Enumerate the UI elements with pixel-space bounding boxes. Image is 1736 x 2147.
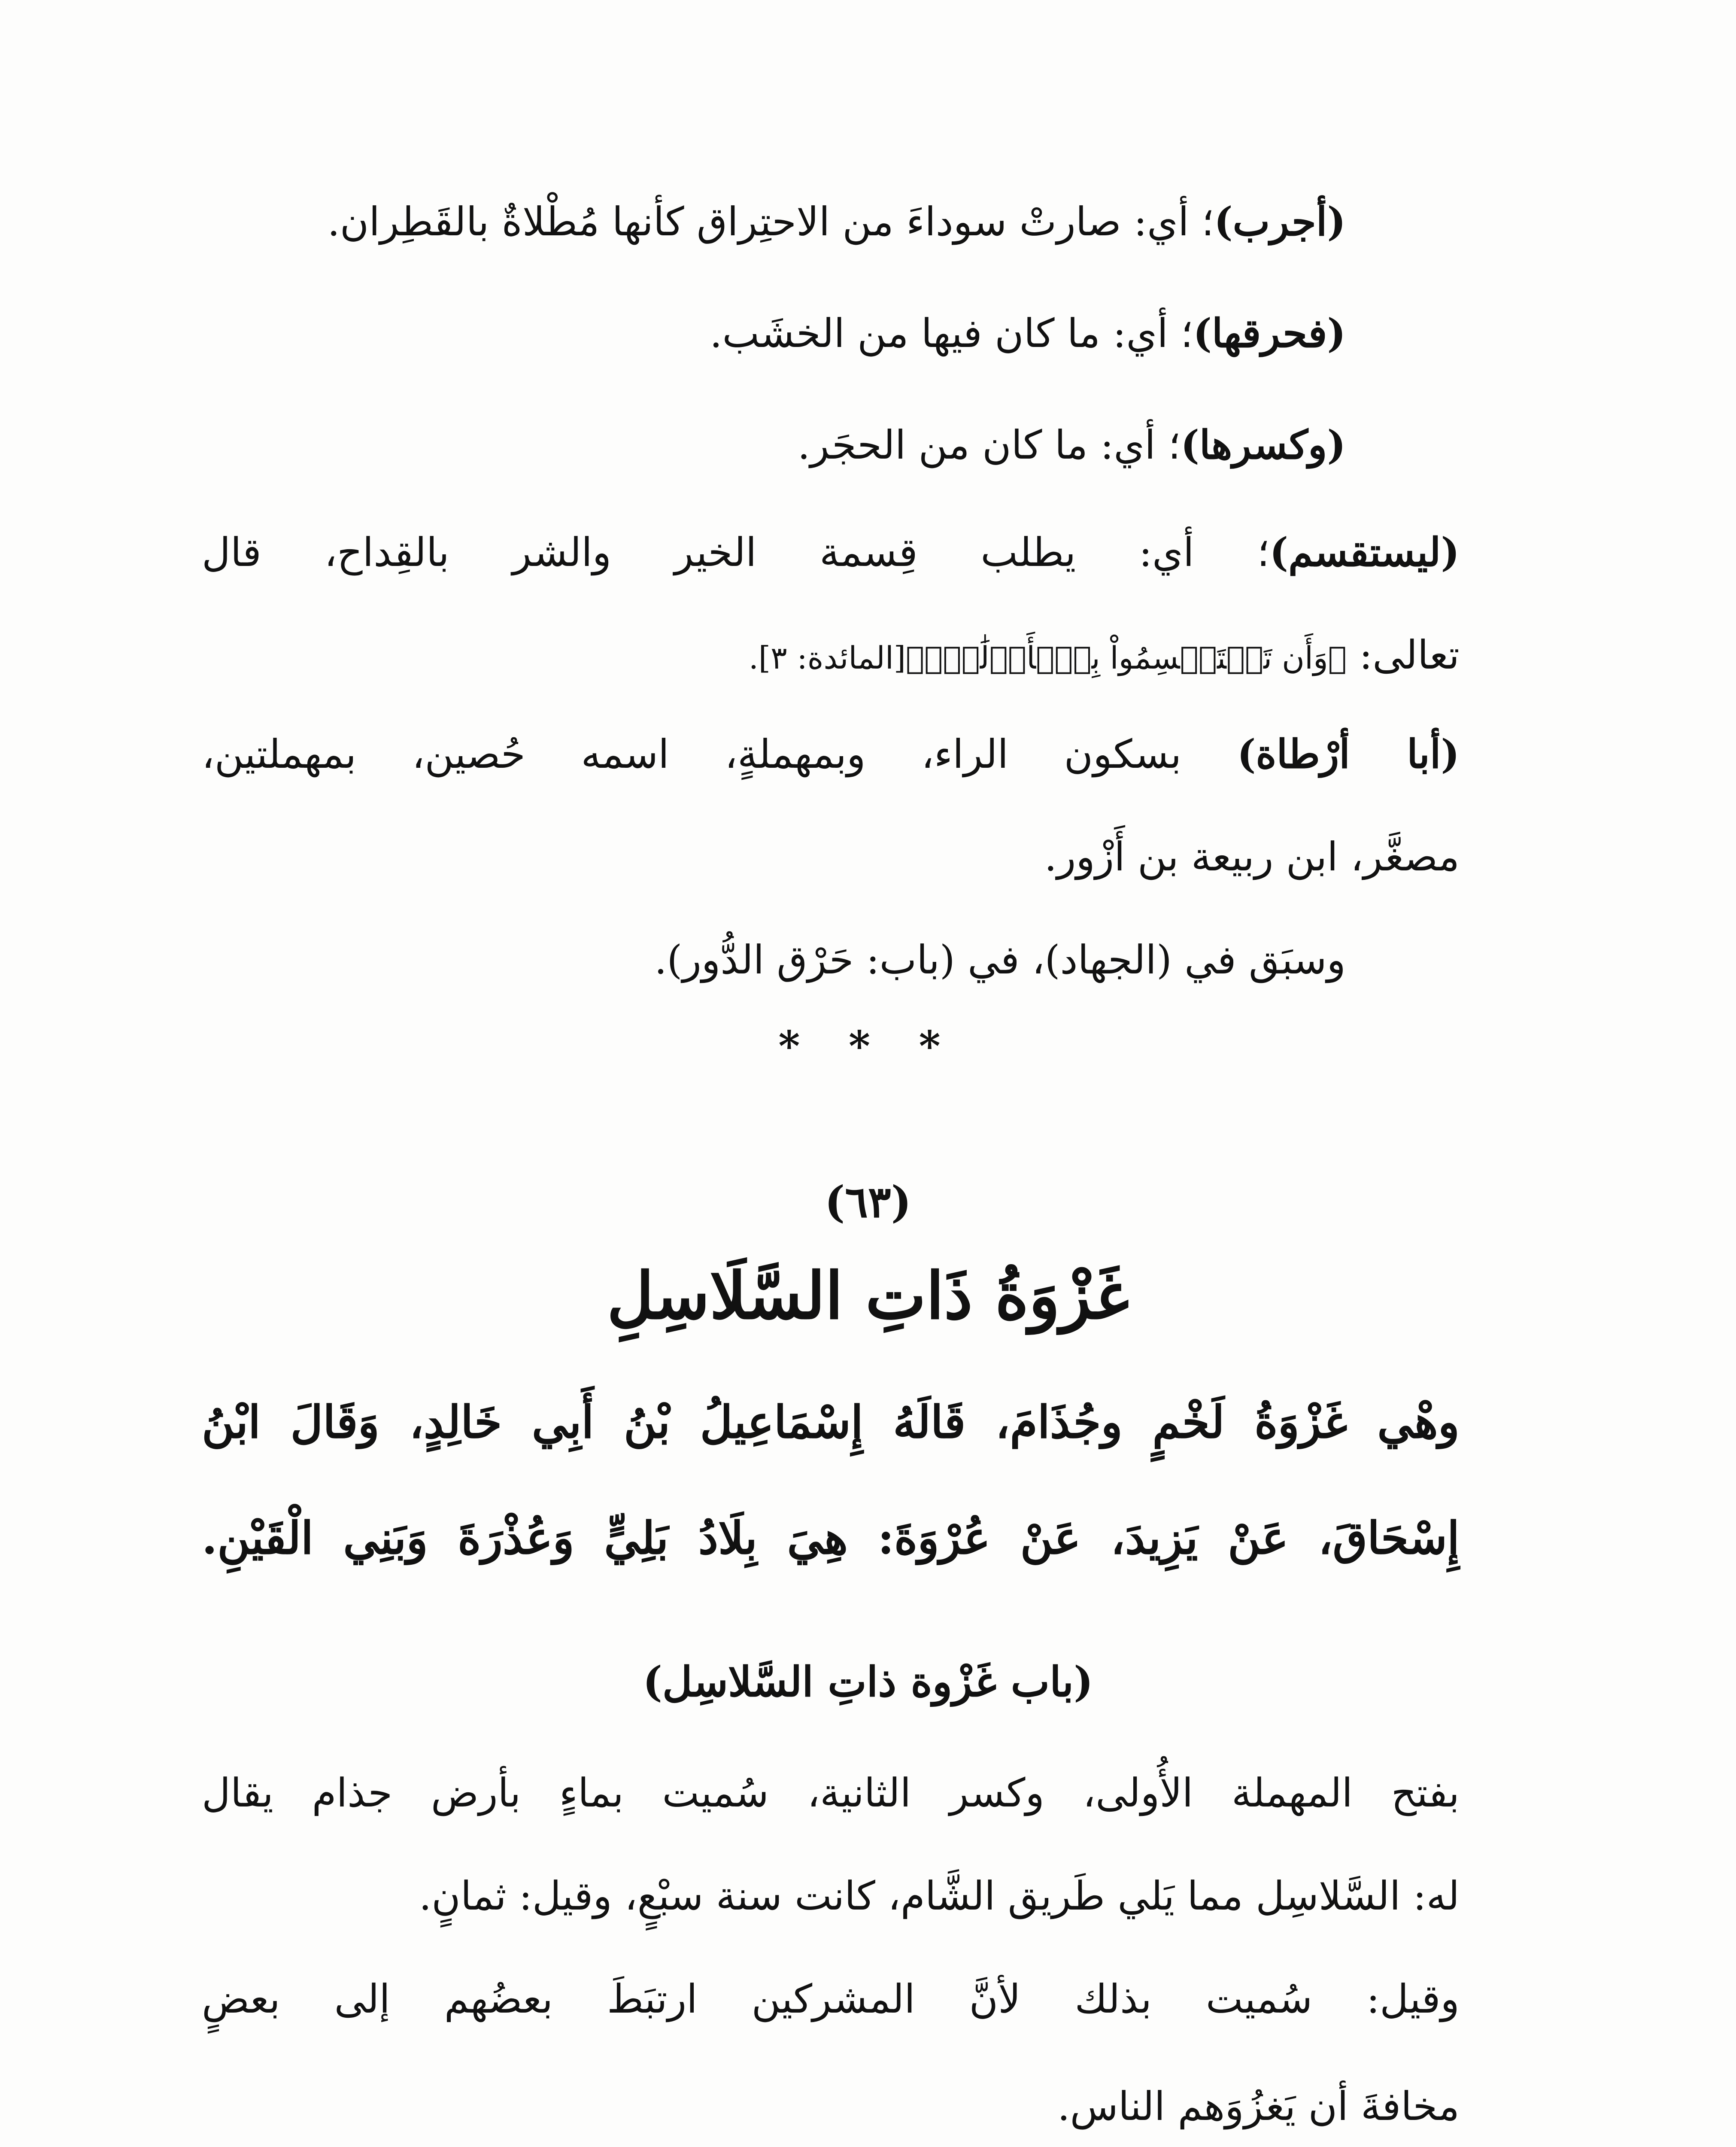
- hadith-line: إِسْحَاقَ، عَنْ يَزِيدَ، عَنْ عُرْوَةَ: هِيَ بِلَادُ بَلِيٍّ وَعُذْرَةَ وَبَنِي الْقَيْنِ.: [202, 1511, 1460, 1564]
- note-abu-artat: [202, 731, 1460, 777]
- taala-lead: تعالى:: [1347, 632, 1460, 678]
- note-text: ؛ أي: ما كان فيها من الخشَب.: [710, 310, 1193, 356]
- body-line: بفتح المهملة الأُولى، وكسر الثانية، سُميت بماءٍ بأرض جذام يقال: [202, 1770, 1460, 1816]
- note-term: (ليستقسم): [1269, 529, 1460, 575]
- note-term: (فحرقها): [1193, 310, 1346, 356]
- note-text: ؛ أي: يطلب قِسمة الخير والشر بالقِداح، قال: [202, 529, 1270, 575]
- note-term: (أجرب): [1214, 198, 1346, 245]
- body-line: وقيل: سُميت بذلك لأنَّ المشركين ارتبَطَ بعضُهم إلى بعضٍ: [202, 1976, 1460, 2022]
- chapter-title: غَزْوَةُ ذَاتِ السَّلَاسِلِ: [607, 1258, 1129, 1334]
- note-term: (أبا أرْطاة): [1237, 731, 1460, 777]
- note-text: بسكون الراء، وبمهملةٍ، اسمه حُصين، بمهملتين،: [202, 731, 1237, 777]
- note-abu-artat-cont: مصغَّر، ابن ربيعة بن أَزْور.: [1044, 834, 1460, 880]
- hadith-text: [202, 1374, 1460, 1589]
- body-line: له: السَّلاسِل مما يَلي طَريق الشَّام، كانت سنة سبْعٍ، وقيل: ثمانٍ.: [419, 1873, 1460, 1919]
- quran-verse: ﴿وَأَن تَسۡتَقۡسِمُواْ بِٱلۡأَزۡلَٰمِۚ﴾: [905, 640, 1347, 676]
- quran-line: [749, 632, 1460, 678]
- note-sabaq: وسبَق في (الجهاد)، في (باب: حَرْق الدُّور).: [654, 937, 1346, 983]
- commentary-bottom: [202, 1718, 1460, 2147]
- quran-reference: [المائدة: ٣].: [749, 640, 906, 676]
- note-faharraqaha: [710, 310, 1346, 356]
- note-text: ؛ أي: ما كان من الحجَر.: [797, 422, 1181, 468]
- commentary-top: [202, 0, 1460, 1074]
- chapter-number: (٦٣): [824, 1177, 912, 1227]
- note-ajrab: [327, 198, 1346, 245]
- note-term: (وكسرها): [1181, 422, 1346, 468]
- hadith-line: وهْي غَزْوَةُ لَخْمٍ وجُذَامَ، قَالَهُ إِسْمَاعِيلُ بْنُ أَبِي خَالِدٍ، وَقَالَ ابْنُ: [202, 1396, 1460, 1448]
- body-line: مخافةَ أن يَغزُوَهم الناس.: [1057, 2083, 1460, 2129]
- note-liyastaqsim: [202, 529, 1460, 575]
- note-text: ؛ أي: صارتْ سوداءَ من الاحتِراق كأنها مُطْلاةٌ بالقَطِران.: [327, 199, 1214, 245]
- bab-heading: (باب غَزْوة ذاتِ السَّلاسِل): [643, 1657, 1093, 1706]
- section-separator: * * *: [778, 1022, 958, 1070]
- note-wakasaraha: [797, 422, 1346, 468]
